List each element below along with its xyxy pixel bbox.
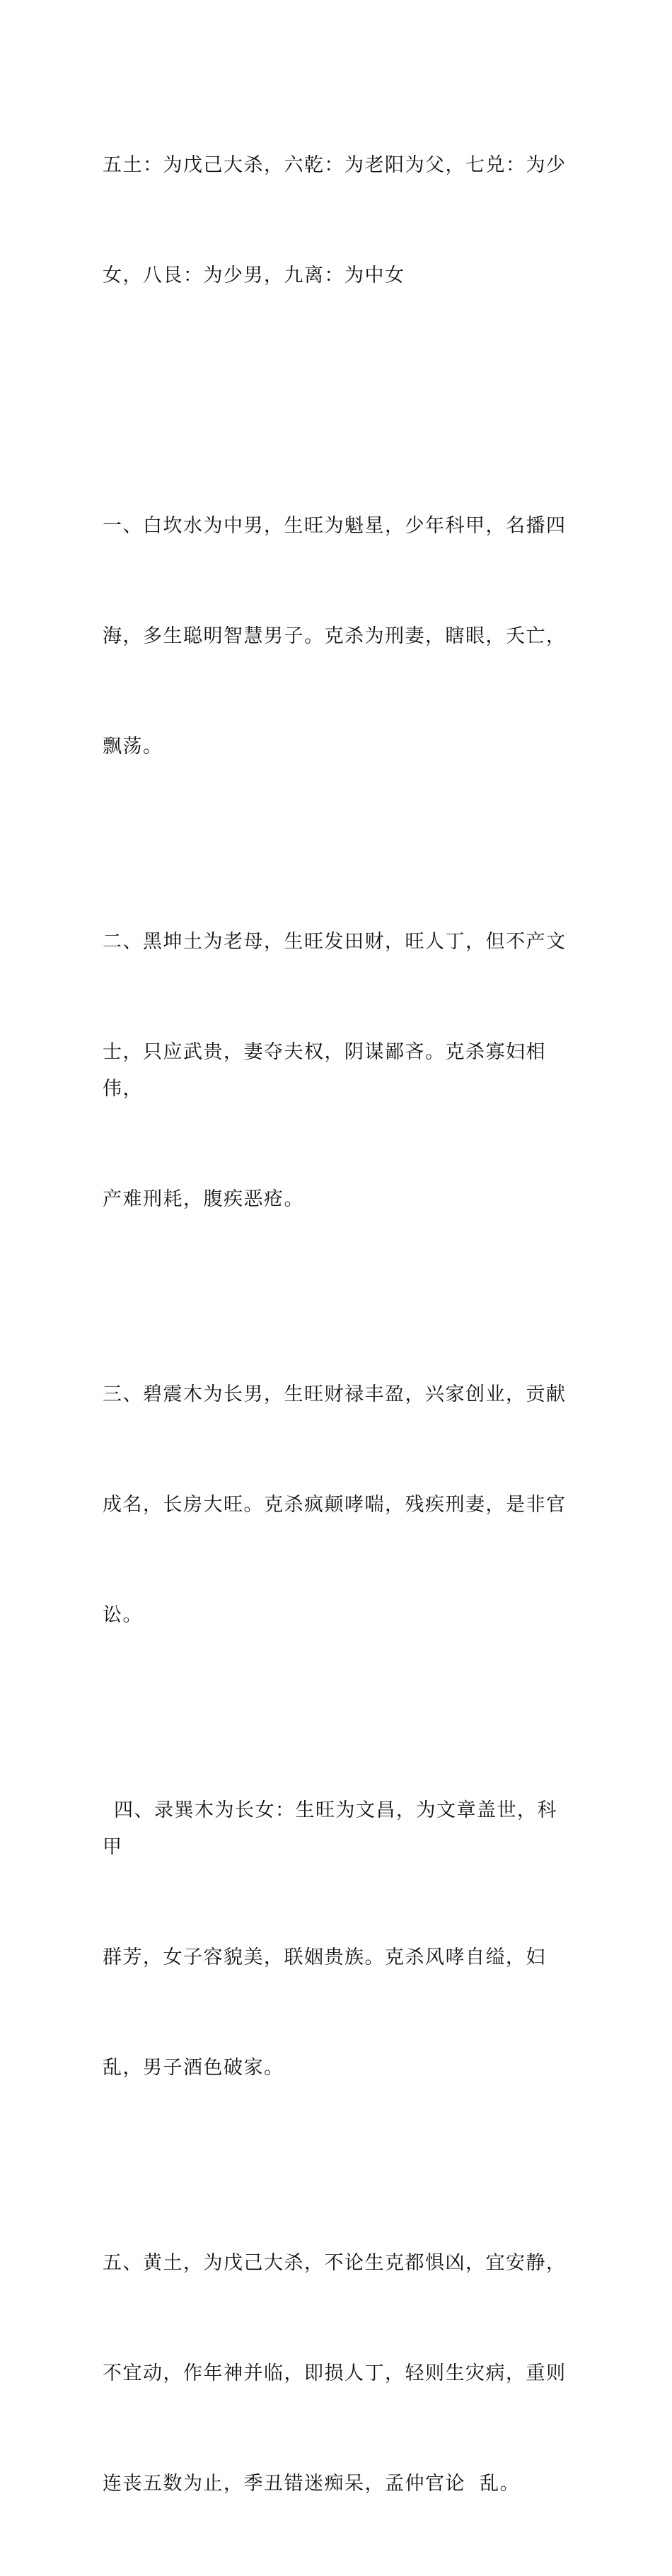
text-line: 一、白坎水为中男，生旺为魁星，少年科甲，名播四 [103, 515, 567, 537]
text-line: 讼。 [103, 1604, 143, 1626]
text-line: 五土：为戊己大杀，六乾：为老阳为父，七兑：为少 [103, 154, 567, 176]
paragraph-3-jade-zhen [103, 1303, 573, 1707]
paragraph-2-black-kun [103, 850, 573, 1292]
text-line: 三、碧震木为长男，生旺财禄丰盈，兴家创业，贡献 [103, 1383, 567, 1405]
text-line: 女，八艮：为少男，九离：为中女 [103, 265, 405, 286]
paragraph-4-green-xun [103, 1719, 573, 2160]
text-line: 海，多生聪明智慧男子。克杀为刑妻，瞎眼，夭亡， [103, 625, 567, 647]
text-line: 产难刑耗，腹疾恶疮。 [103, 1188, 304, 1210]
text-line: 五、黄土，为戊己大杀，不论生克都惧凶，宜安静， [103, 2252, 567, 2274]
text-line: 二、黑坤土为老母，生旺发田财，旺人丁，但不产文 [103, 931, 567, 953]
paragraph-5-yellow-earth [103, 2171, 573, 2576]
paragraph-1-white-kan [103, 434, 573, 839]
text-line: 不宜动，作年神并临，即损人丁，轻则生灾病，重则 [103, 2362, 567, 2384]
text-line: 群芳，女子容貌美，联姻贵族。克杀风哮自缢，妇 [103, 1946, 546, 1968]
text-line: 成名，长房大旺。克杀疯颠哮喘，残疾刑妻，是非官 [103, 1494, 567, 1516]
text-line: 乱，男子酒色破家。 [103, 2057, 284, 2079]
document-page [103, 74, 573, 2576]
text-line: 四、录巽木为长女：生旺为文昌，为文章盖世，科甲 [103, 1799, 557, 1858]
text-line: 飘荡。 [103, 736, 163, 758]
text-line: 连丧五数为止，季丑错迷痴呆，孟仲官论 乱。 [103, 2473, 521, 2495]
text-line: 士，只应武贵，妻夺夫权，阴谋鄙吝。克杀寡妇相伟， [103, 1041, 546, 1100]
intro-paragraph [103, 74, 573, 368]
